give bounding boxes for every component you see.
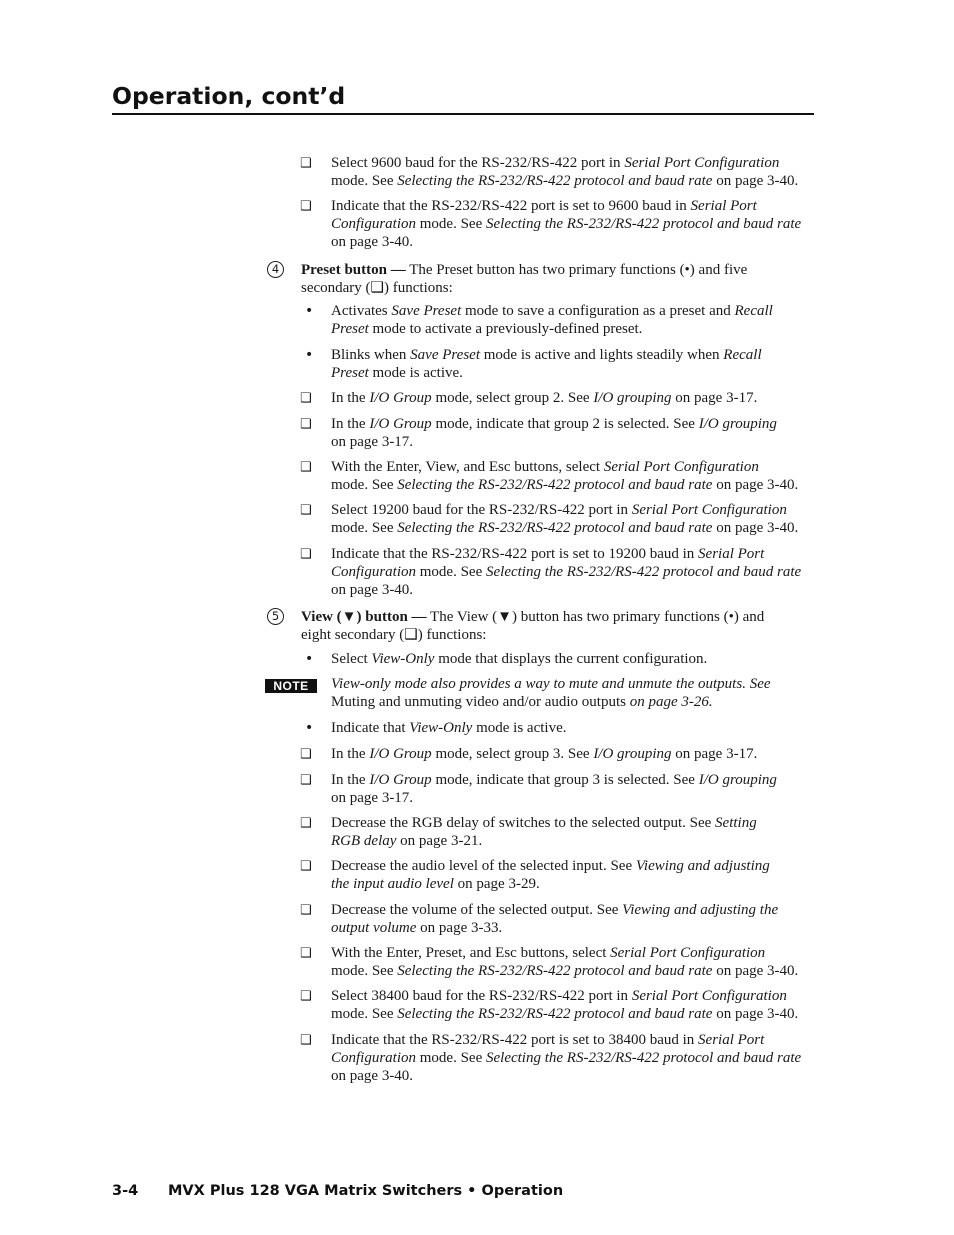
checkbox-icon: ❑ (300, 946, 312, 961)
bullet-icon: • (305, 347, 314, 363)
bullet-icon: • (305, 651, 314, 667)
title-rule (112, 113, 814, 115)
checkbox-icon: ❑ (300, 773, 312, 788)
checkbox-icon: ❑ (300, 1033, 312, 1048)
checkbox-icon: ❑ (300, 199, 312, 214)
checkbox-icon: ❑ (300, 903, 312, 918)
checkbox-icon: ❑ (300, 503, 312, 518)
note-badge: NOTE (265, 679, 317, 693)
checkbox-icon: ❑ (300, 391, 312, 406)
page-number: 3-4 (112, 1183, 139, 1199)
number-5-icon: 5 (267, 608, 284, 625)
checkbox-icon: ❑ (300, 859, 312, 874)
checkbox-icon: ❑ (300, 460, 312, 475)
bullet-icon: • (305, 720, 314, 736)
checkbox-icon: ❑ (300, 816, 312, 831)
number-4-icon: 4 (267, 261, 284, 278)
checkbox-icon: ❑ (300, 547, 312, 562)
bullet-icon: • (305, 303, 314, 319)
checkbox-icon: ❑ (300, 156, 312, 171)
checkbox-icon: ❑ (300, 989, 312, 1004)
page-title: Operation, cont’d (112, 82, 346, 110)
footer-doc-title: MVX Plus 128 VGA Matrix Switchers • Operation (168, 1183, 564, 1199)
checkbox-icon: ❑ (300, 417, 312, 432)
checkbox-icon: ❑ (300, 747, 312, 762)
